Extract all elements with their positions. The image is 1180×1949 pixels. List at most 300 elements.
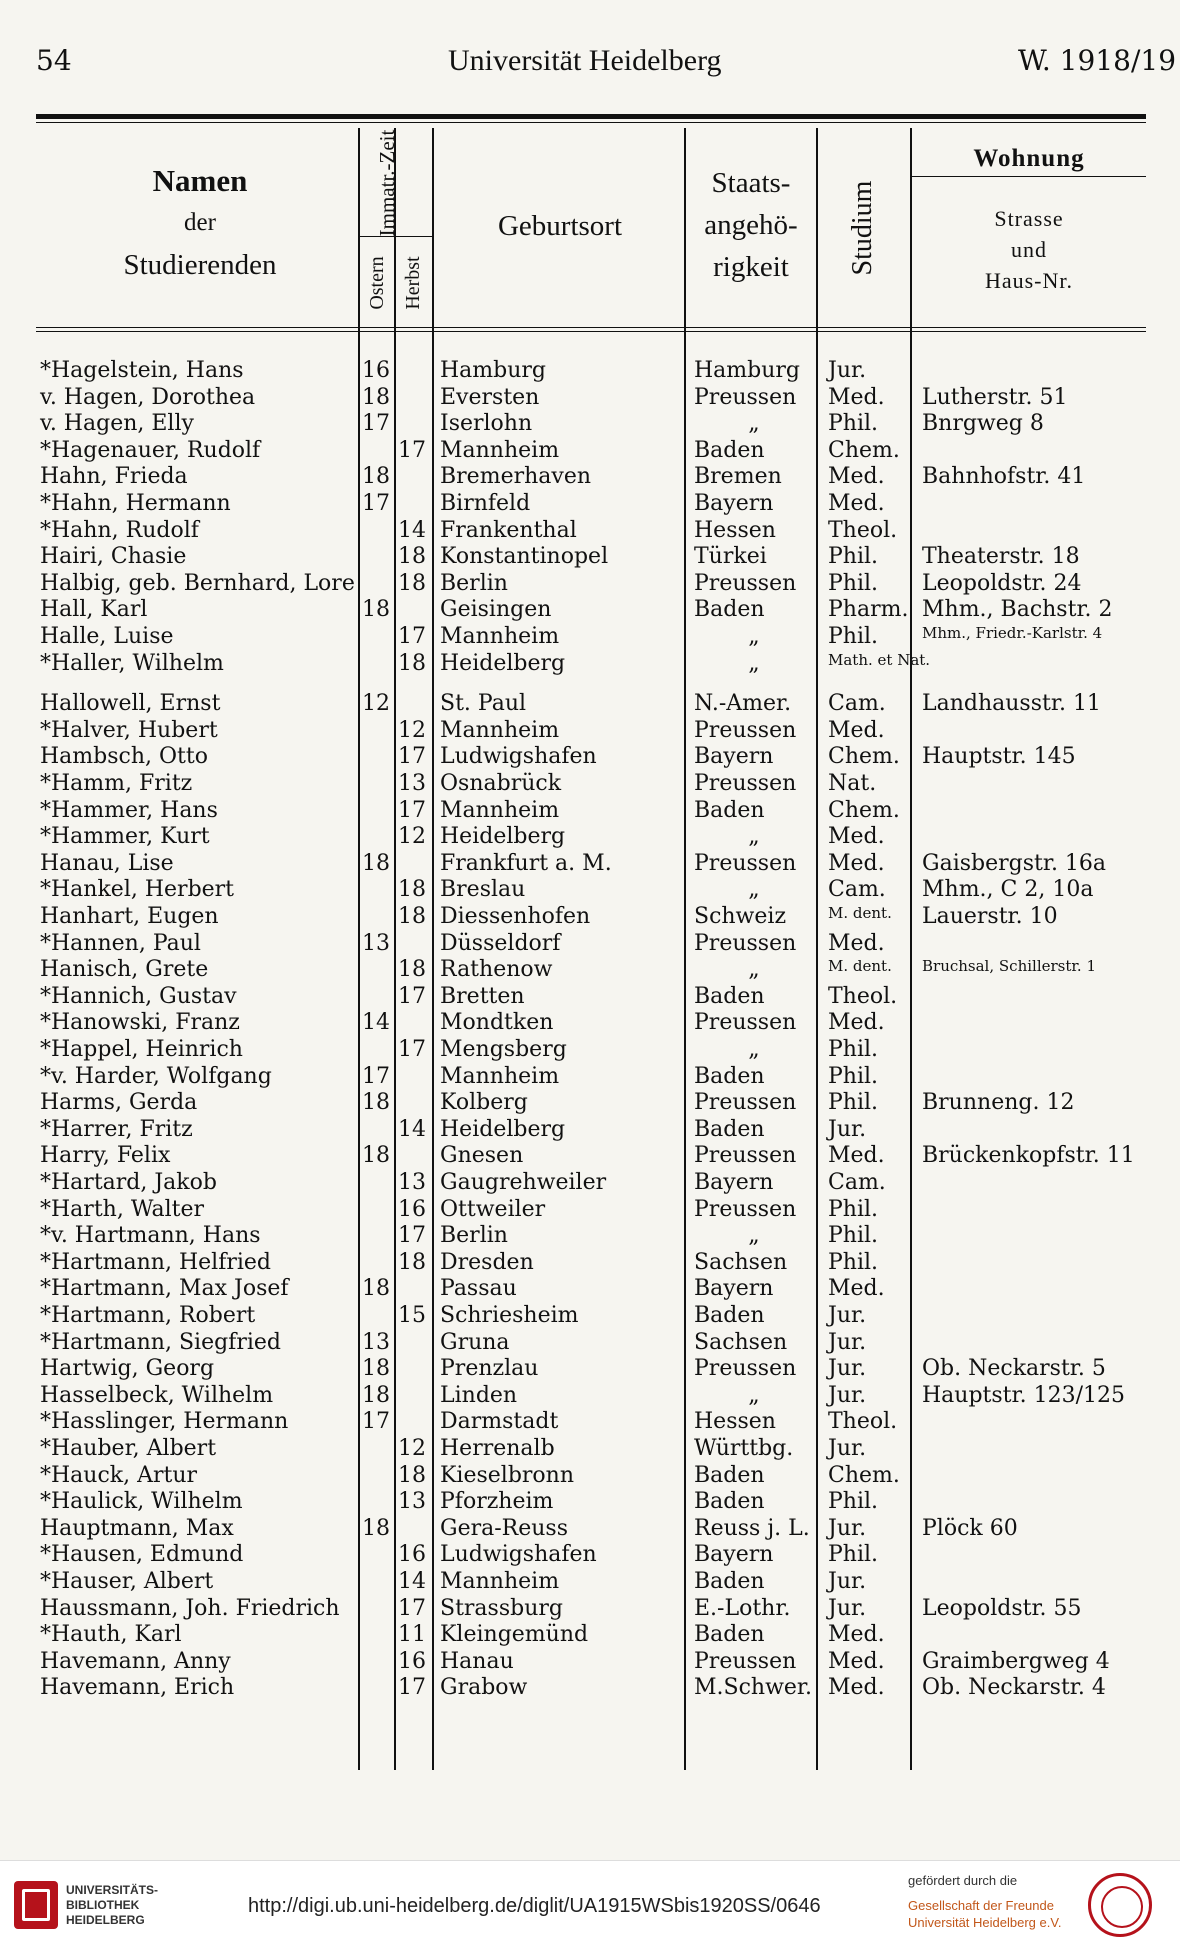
cell-ort: Hanau [440,1648,514,1674]
col-header-staat [690,162,812,288]
cell-ort: Passau [440,1276,517,1302]
namen-line-3: Studierenden [123,249,277,281]
cell-ort: Heidelberg [440,824,566,850]
cell-ort: Ottweiler [440,1196,546,1222]
table-row [0,518,1180,545]
cell-hb: 16 [398,1542,426,1568]
cell-stud: Chem. [828,1462,900,1488]
cell-os: 17 [362,491,390,516]
cell-stud: Med. [828,1622,885,1648]
cell-hb: 13 [398,1170,426,1195]
cell-ort: Bremerhaven [440,464,592,490]
cell-stud: Cam. [828,691,886,717]
table-row [0,1170,1180,1197]
cell-hb: 17 [398,437,426,463]
table-row [0,1223,1180,1250]
cell-ort: Mannheim [440,797,560,823]
cell-wohn: Bnrgweg 8 [922,411,1044,437]
cell-hb: 11 [398,1622,426,1648]
table-row [0,1489,1180,1516]
cell-hb: 15 [398,1303,426,1328]
cell-name: Halbig, geb. Bernhard, Lore [40,570,355,596]
table-row [0,1383,1180,1410]
cell-ort: Hamburg [440,358,547,383]
cell-staat: Preussen [694,1196,797,1222]
cell-stud: Phil. [828,1542,879,1568]
cell-staat: „ [748,877,760,903]
staat-line-2: angehö- [704,209,798,241]
cell-wohn: Mhm., Bachstr. 2 [922,597,1113,623]
cell-name: Hallowell, Ernst [40,691,221,717]
cell-staat: Bayern [694,744,774,770]
cell-hb: 18 [398,904,426,929]
table-row [0,744,1180,771]
cell-name: Hahn, Frieda [40,464,188,490]
table-row [0,877,1180,904]
table-row [0,464,1180,491]
cell-staat: „ [748,650,760,676]
cell-hb: 18 [398,544,426,570]
cell-os: 12 [362,691,390,717]
cell-name: *Hahn, Hermann [40,491,231,516]
cell-name: *Haulick, Wilhelm [40,1489,243,1515]
cell-name: *Hankel, Herbert [40,877,235,903]
cell-staat: N.-Amer. [694,691,792,717]
table-row [0,771,1180,798]
cell-os: 17 [362,411,390,437]
cell-name: *v. Harder, Wolfgang [40,1063,272,1089]
col-header-studium: Studium [847,180,878,276]
cell-os: 18 [362,1515,390,1541]
cell-stud: Jur. [828,1595,867,1621]
namen-line-1: Namen [152,163,248,198]
cell-hb: 18 [398,957,426,983]
library-line-3: HEIDELBERG [66,1913,145,1927]
cell-hb: 17 [398,744,426,770]
cell-stud: Theol. [828,517,898,543]
cell-stud: M. dent. [828,904,892,922]
cell-staat: Bayern [694,1170,774,1195]
cell-hb: 17 [398,797,426,823]
cell-staat: „ [748,1382,760,1408]
cell-name: *Hamm, Fritz [40,771,193,796]
cell-stud: Chem. [828,744,900,770]
table-row [0,691,1180,718]
cell-stud: Phil. [828,1037,879,1062]
cell-staat: Türkei [694,544,767,570]
cell-ort: Gaugrehweiler [440,1170,607,1195]
cell-staat: Preussen [694,771,797,796]
cell-ort: Bretten [440,983,525,1009]
cell-stud: Phil. [828,570,879,596]
strasse-line-2: und [1011,237,1047,262]
cell-staat: Sachsen [694,1329,788,1355]
cell-staat: Preussen [694,570,797,596]
cell-name: Hasselbeck, Wilhelm [40,1382,274,1408]
cell-stud: Med. [828,1010,885,1036]
cell-ort: Geisingen [440,597,552,623]
cell-staat: „ [748,411,760,437]
cell-os: 14 [362,1010,390,1036]
cell-ort: Kolberg [440,1090,528,1116]
cell-hb: 14 [398,1116,426,1142]
library-line-2: BIBLIOTHEK [66,1898,140,1912]
cell-ort: Frankfurt a. M. [440,850,612,876]
cell-name: *Hausen, Edmund [40,1542,244,1568]
cell-ort: Kleingemünd [440,1622,589,1648]
cell-staat: „ [748,1037,760,1062]
cell-wohn: Plöck 60 [922,1515,1018,1541]
source-url-link[interactable]: http://digi.ub.uni-heidelberg.de/diglit/UA1915WSbis1920SS/0646 [248,1895,821,1917]
table-row [0,491,1180,518]
cell-stud: Phil. [828,624,879,649]
staat-line-3: rigkeit [713,251,789,283]
cell-name: *Hannen, Paul [40,930,201,956]
cell-stud: Phil. [828,411,879,437]
cell-hb: 17 [398,624,426,649]
cell-ort: Strassburg [440,1595,563,1621]
cell-stud: Jur. [828,1436,867,1461]
cell-staat: Baden [694,797,765,823]
cell-wohn: Landhausstr. 11 [922,691,1101,717]
cell-ort: Ludwigshafen [440,744,597,770]
cell-wohn: Lutherstr. 51 [922,384,1068,410]
table-row [0,984,1180,1011]
cell-staat: Baden [694,983,765,1009]
table-row [0,1276,1180,1303]
table-row [0,597,1180,624]
table-row [0,411,1180,438]
cell-ort: Konstantinopel [440,544,609,570]
cell-staat: Baden [694,1116,765,1142]
cell-os: 18 [362,1382,390,1408]
cell-stud: Nat. [828,771,877,796]
cell-stud: Med. [828,824,885,850]
cell-ort: Osnabrück [440,771,562,796]
cell-stud: Med. [828,717,885,743]
cell-wohn: Leopoldstr. 55 [922,1595,1082,1621]
cell-os: 18 [362,1143,390,1169]
semester-label: W. 1918/19 [1018,44,1177,77]
cell-ort: Darmstadt [440,1409,559,1435]
cell-staat: Sachsen [694,1249,788,1275]
top-thin-rule [36,122,1146,123]
cell-ort: Berlin [440,570,508,596]
cell-wohn: Graimbergweg 4 [922,1648,1110,1674]
cell-staat: „ [748,1223,760,1249]
cell-os: 17 [362,1063,390,1089]
cell-wohn: Mhm., Friedr.-Karlstr. 4 [922,624,1103,642]
cell-hb: 17 [398,983,426,1009]
cell-ort: Mannheim [440,624,560,649]
cell-staat: Preussen [694,1090,797,1116]
cell-name: *Hartmann, Helfried [40,1249,271,1275]
col-header-wohnung: Wohnung [973,145,1085,172]
cell-stud: Theol. [828,1409,898,1435]
cell-name: Havemann, Anny [40,1648,231,1674]
cell-name: Hairi, Chasie [40,544,187,570]
cell-hb: 14 [398,1569,426,1594]
cell-stud: Theol. [828,983,898,1009]
cell-staat: Baden [694,437,765,463]
cell-name: *Hammer, Kurt [40,824,210,850]
cell-staat: Preussen [694,384,797,410]
cell-stud: Math. et Nat. [828,650,931,669]
cell-stud: Med. [828,930,885,956]
footer-bar [0,1860,1180,1949]
cell-ort: Kieselbronn [440,1462,575,1488]
col-header-geburtsort: Geburtsort [497,210,623,242]
cell-ort: Linden [440,1382,518,1408]
cell-stud: Pharm. [828,597,909,623]
cell-wohn: Leopoldstr. 24 [922,570,1082,596]
table-row [0,358,1180,385]
cell-ort: Grabow [440,1675,528,1701]
cell-os: 18 [362,850,390,876]
cell-staat: Baden [694,1622,765,1648]
cell-os: 18 [362,597,390,623]
cell-stud: Jur. [828,358,867,383]
cell-stud: Jur. [828,1116,867,1142]
cell-staat: Preussen [694,1648,797,1674]
table-row [0,1250,1180,1277]
cell-os: 13 [362,930,390,956]
table-row [0,718,1180,745]
col-header-strasse [914,203,1144,296]
cell-name: Harry, Felix [40,1143,171,1169]
cell-ort: Eversten [440,384,540,410]
cell-staat: Preussen [694,1143,797,1169]
university-seal-icon [1088,1873,1152,1937]
cell-stud: Chem. [828,437,900,463]
cell-ort: Gruna [440,1329,510,1355]
cell-staat: Bayern [694,1276,774,1302]
cell-ort: Schriesheim [440,1303,579,1328]
cell-os: 16 [362,358,390,383]
library-logo-icon [14,1881,58,1929]
cell-wohn: Hauptstr. 123/125 [922,1382,1126,1408]
table-row [0,385,1180,412]
cell-stud: Phil. [828,1249,879,1275]
cell-name: Halle, Luise [40,624,174,649]
col-header-ostern: Ostern [366,256,388,310]
cell-name: *Hannich, Gustav [40,983,237,1009]
cell-hb: 17 [398,1223,426,1249]
cell-name: *Hauck, Artur [40,1462,198,1488]
table-row [0,798,1180,825]
cell-name: *Hartmann, Max Josef [40,1276,289,1302]
cell-hb: 13 [398,771,426,796]
table-row [0,1463,1180,1490]
cell-ort: Gera-Reuss [440,1515,568,1541]
cell-wohn: Brückenkopfstr. 11 [922,1143,1135,1169]
cell-wohn: Bahnhofstr. 41 [922,464,1086,490]
cell-staat: „ [748,624,760,649]
cell-ort: Heidelberg [440,650,566,676]
cell-staat: Preussen [694,1010,797,1036]
table-row [0,1064,1180,1091]
strasse-line-1: Strasse [994,206,1064,231]
cell-name: *Hasslinger, Hermann [40,1409,289,1435]
cell-name: Hall, Karl [40,597,148,623]
cell-staat: Preussen [694,717,797,743]
header-bottom-rule [36,327,1146,328]
cell-ort: Breslau [440,877,526,903]
cell-wohn: Brunneng. 12 [922,1090,1075,1116]
cell-stud: Cam. [828,1170,886,1195]
cell-ort: Mannheim [440,1063,560,1089]
cell-name: *Hartmann, Siegfried [40,1329,281,1355]
cell-name: *Haller, Wilhelm [40,650,224,676]
top-thick-rule [36,114,1146,119]
cell-staat: Baden [694,1489,765,1515]
cell-ort: St. Paul [440,691,527,717]
cell-name: *v. Hartmann, Hans [40,1223,261,1249]
cell-staat: Preussen [694,850,797,876]
cell-wohn: Bruchsal, Schillerstr. 1 [922,957,1096,976]
cell-hb: 14 [398,517,426,543]
cell-ort: Birnfeld [440,491,531,516]
cell-stud: Jur. [828,1515,867,1541]
cell-name: *Hahn, Rudolf [40,517,199,543]
table-row [0,1010,1180,1037]
table-row [0,1117,1180,1144]
cell-ort: Gnesen [440,1143,524,1169]
cell-stud: Med. [828,1276,885,1302]
cell-hb: 18 [398,877,426,903]
cell-staat: Baden [694,597,765,623]
cell-name: *Hagenauer, Rudolf [40,437,261,463]
cell-name: *Halver, Hubert [40,717,218,743]
cell-name: v. Hagen, Dorothea [40,384,256,410]
namen-line-2: der [184,209,216,236]
cell-os: 18 [362,384,390,410]
cell-name: *Hauber, Albert [40,1436,217,1461]
cell-stud: Med. [828,491,885,516]
table-row [0,1675,1180,1702]
page-title: Universität Heidelberg [448,44,722,77]
cell-staat: Hessen [694,517,776,543]
cell-ort: Mannheim [440,717,560,743]
cell-stud: Jur. [828,1356,867,1382]
cell-ort: Prenzlau [440,1356,539,1382]
cell-name: Havemann, Erich [40,1675,235,1701]
table-row [0,1356,1180,1383]
cell-hb: 17 [398,1037,426,1062]
table-row [0,1143,1180,1170]
sponsor-line-1: Gesellschaft der Freunde [908,1898,1054,1913]
cell-os: 18 [362,464,390,490]
table-row [0,1569,1180,1596]
cell-hb: 18 [398,1462,426,1488]
table-row [0,571,1180,598]
cell-staat: E.-Lothr. [694,1595,791,1621]
cell-wohn: Lauerstr. 10 [922,904,1058,929]
cell-os: 17 [362,1409,390,1435]
cell-stud: Med. [828,1648,885,1674]
cell-hb: 18 [398,1249,426,1275]
cell-ort: Rathenow [440,957,553,983]
cell-name: *Hauser, Albert [40,1569,214,1594]
cell-ort: Berlin [440,1223,508,1249]
header-bottom-rule-2 [36,331,1146,332]
cell-staat: „ [748,824,760,850]
cell-name: Hauptmann, Max [40,1515,234,1541]
staat-line-1: Staats- [711,167,791,199]
cell-hb: 13 [398,1489,426,1515]
cell-hb: 12 [398,717,426,743]
cell-staat: „ [748,957,760,983]
cell-name: *Hartmann, Robert [40,1303,256,1328]
table-row [0,824,1180,851]
cell-stud: Phil. [828,544,879,570]
cell-staat: M.Schwer. [694,1675,813,1701]
cell-name: Hanau, Lise [40,850,174,876]
table-row [0,1622,1180,1649]
cell-staat: Hamburg [694,358,801,383]
cell-stud: Phil. [828,1090,879,1116]
cell-staat: Baden [694,1462,765,1488]
cell-name: *Hagelstein, Hans [40,358,244,383]
table-row [0,1197,1180,1224]
cell-stud: Jur. [828,1569,867,1594]
cell-name: *Hanowski, Franz [40,1010,240,1036]
cell-stud: Phil. [828,1489,879,1515]
table-row [0,1409,1180,1436]
cell-hb: 12 [398,1436,426,1461]
cell-ort: Mannheim [440,437,560,463]
cell-hb: 16 [398,1196,426,1222]
cell-stud: M. dent. [828,957,892,976]
cell-hb: 12 [398,824,426,850]
cell-staat: Baden [694,1569,765,1594]
cell-stud: Phil. [828,1223,879,1249]
sponsor-intro: gefördert durch die [908,1873,1018,1888]
cell-stud: Phil. [828,1196,879,1222]
cell-stud: Chem. [828,797,900,823]
table-row [0,1516,1180,1543]
cell-name: Haussmann, Joh. Friedrich [40,1595,340,1621]
cell-wohn: Hauptstr. 145 [922,744,1076,770]
table-row [0,1649,1180,1676]
table-row [0,438,1180,465]
cell-stud: Jur. [828,1382,867,1408]
cell-name: *Hartard, Jakob [40,1170,217,1195]
cell-ort: Herrenalb [440,1436,555,1461]
cell-hb: 17 [398,1595,426,1621]
table-row [0,904,1180,931]
cell-wohn: Theaterstr. 18 [922,544,1080,570]
cell-ort: Mengsberg [440,1037,567,1062]
cell-os: 18 [362,1356,390,1382]
table-row [0,1303,1180,1330]
cell-wohn: Mhm., C 2, 10a [922,877,1094,903]
cell-ort: Diessenhofen [440,904,591,929]
strasse-line-3: Haus-Nr. [984,268,1074,293]
cell-ort: Iserlohn [440,411,533,437]
cell-os: 18 [362,1276,390,1302]
cell-os: 13 [362,1329,390,1355]
col-header-herbst: Herbst [402,256,424,310]
cell-wohn: Ob. Neckarstr. 5 [922,1356,1106,1382]
cell-name: Hanhart, Eugen [40,904,219,929]
table-row [0,651,1180,678]
cell-staat: Preussen [694,930,797,956]
library-name [66,1883,158,1928]
table-row [0,851,1180,878]
cell-ort: Düsseldorf [440,930,561,956]
table-row [0,544,1180,571]
